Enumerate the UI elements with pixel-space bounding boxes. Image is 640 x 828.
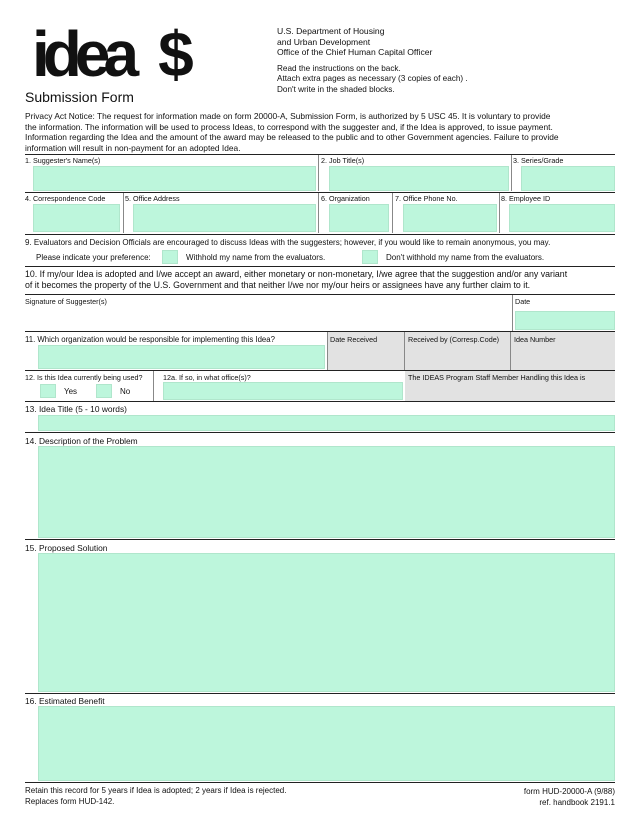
date-field[interactable] [515, 311, 615, 330]
idea-title-label: 13. Idea Title (5 - 10 words) [25, 404, 127, 414]
implementing-org-field[interactable] [38, 345, 325, 369]
problem-description-field[interactable] [38, 446, 615, 538]
privacy-notice [25, 111, 625, 153]
privacy-line: information will result in non-payment for an adopted Idea. [25, 142, 241, 153]
dont-withhold-label: Don't withhold my name from the evaluators. [386, 253, 545, 262]
office-address-label: 5. Office Address [125, 194, 180, 203]
problem-description-label: 14. Description of the Problem [25, 436, 138, 446]
instruction-line: Don't write in the shaded blocks. [277, 84, 395, 94]
anonymity-note: 9. Evaluators and Decision Officials are encouraged to discuss Ideas with the suggesters; however, if you would like to remain anonymous, you may. [25, 238, 551, 247]
date-received-label: Date Received [330, 335, 378, 344]
proposed-solution-field[interactable] [38, 553, 615, 692]
job-title-field[interactable] [329, 166, 509, 191]
signature-label: Signature of Suggester(s) [25, 297, 107, 306]
organization-label: 6. Organization [321, 194, 370, 203]
series-grade-field[interactable] [521, 166, 615, 191]
logo-text: idea [32, 18, 133, 90]
logo-dollar-symbol: $ [158, 18, 187, 90]
series-grade-label: 3. Series/Grade [513, 156, 564, 165]
no-checkbox[interactable] [96, 384, 112, 398]
which-office-field[interactable] [163, 382, 403, 400]
estimated-benefit-field[interactable] [38, 706, 615, 781]
employee-id-label: 8. Employee ID [501, 194, 551, 203]
yes-checkbox[interactable] [40, 384, 56, 398]
no-label: No [120, 387, 131, 396]
preference-label: Please indicate your preference: [36, 253, 151, 262]
handbook-ref: ref. handbook 2191.1 [539, 797, 615, 807]
privacy-line: the information. The information will be used to process Ideas, to correspond with the suggester and, if the Idea is approved, to issue payment. [25, 121, 553, 132]
office-phone-field[interactable] [403, 204, 497, 232]
instruction-line: Attach extra pages as necessary (3 copies of each) . [277, 74, 468, 83]
dept-line: and Urban Development [277, 36, 371, 47]
correspondence-code-field[interactable] [33, 204, 120, 232]
idea-title-field[interactable] [38, 415, 615, 431]
suggester-name-field[interactable] [33, 166, 316, 191]
agreement-line: of it becomes the property of the U.S. Government and that neither I/we nor my/our heirs or assignees have any further claim to it. [25, 279, 531, 290]
instruction-line: Read the instructions on the back. [277, 63, 401, 73]
agreement-text [25, 269, 625, 290]
office-phone-label: 7. Office Phone No. [395, 194, 458, 203]
privacy-line: Privacy Act Notice: The request for information made on form 20000-A, Submission Form, is authorized by 5 USC 45. It is voluntary to provide [25, 111, 551, 121]
retention-note [25, 786, 286, 807]
yes-label: Yes [64, 387, 78, 396]
suggester-name-label: 1. Suggester's Name(s) [25, 156, 101, 165]
department-block [277, 26, 468, 95]
currently-used-label: 12. Is this Idea currently being used? [25, 373, 143, 382]
form-number: form HUD-20000-A (9/88) [523, 787, 615, 796]
employee-id-field[interactable] [509, 204, 615, 232]
dept-line: U.S. Department of Housing [277, 26, 385, 36]
received-by-label: Received by (Corresp.Code) [408, 335, 500, 344]
retention-line: Retain this record for 5 years if Idea is adopted; 2 years if Idea is rejected. [25, 786, 287, 795]
withhold-label: Withhold my name from the evaluators. [186, 253, 326, 262]
office-address-field[interactable] [133, 204, 316, 232]
signature-field[interactable] [25, 306, 511, 330]
dept-line: Office of the Chief Human Capital Officer [277, 47, 433, 57]
staff-member-label: The IDEAS Program Staff Member Handling this Idea is [408, 373, 586, 382]
estimated-benefit-label: 16. Estimated Benefit [25, 696, 105, 706]
privacy-line: Information regarding the Idea and the amount of the award may be released to the public and to other Government agencies. Failure to provide [25, 132, 559, 142]
job-title-label: 2. Job Title(s) [321, 156, 365, 165]
logo [32, 18, 187, 90]
date-label: Date [515, 297, 531, 306]
implementing-org-label: 11. Which organization would be responsible for implementing this Idea? [25, 335, 275, 344]
withhold-checkbox[interactable] [162, 250, 178, 264]
which-office-label: 12a. If so, in what office(s)? [163, 373, 251, 382]
replaces-line: Replaces form HUD-142. [25, 796, 115, 806]
idea-number-label: Idea Number [514, 335, 556, 344]
correspondence-code-label: 4. Correspondence Code [25, 194, 106, 203]
dont-withhold-checkbox[interactable] [362, 250, 378, 264]
form-number-block [524, 787, 615, 808]
agreement-line: 10. If my/our Idea is adopted and I/we accept an award, either monetary or non-monetary, I/we agree that the suggestion and/or any variant [25, 269, 568, 279]
organization-field[interactable] [329, 204, 389, 232]
proposed-solution-label: 15. Proposed Solution [25, 543, 108, 553]
form-title: Submission Form [25, 89, 134, 105]
